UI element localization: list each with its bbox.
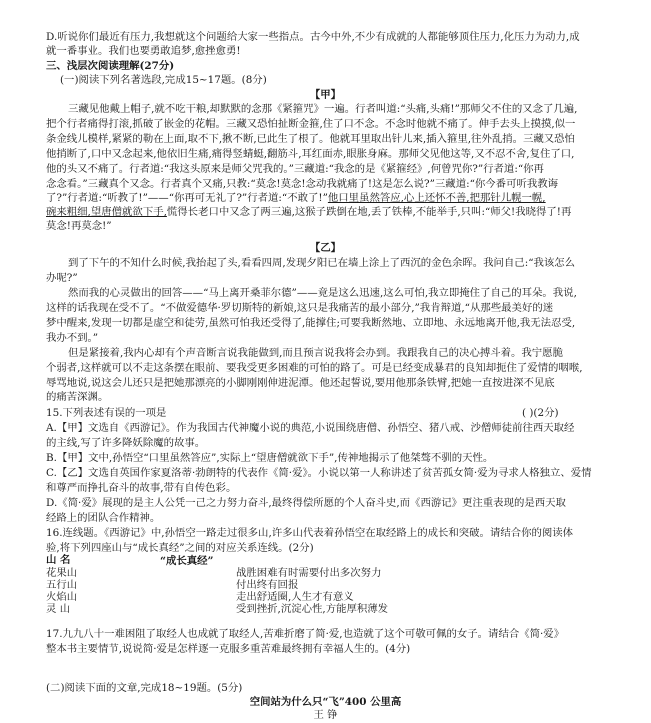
passage-jia-line (46, 205, 571, 219)
question-15-option-b: B.【甲】文中,孙悟空“口里虽然答应”,实际上“望唐僧就欲下手”,传神地揭示了他桀骜不驯的天性。 (46, 452, 494, 464)
passage-jia-line: 三藏见他戴上帽子,就不吃干粮,却默默的念那《紧箍咒》一遍。行者叫道:“头痛,头痛!”那师父不住的又念了几遍, (68, 103, 578, 115)
option-d-line-2: 就一番事业。我们也要勇敢追梦,愈挫愈勇! (46, 45, 241, 57)
growth-item: 战胜困难有时需要付出多次努力 (236, 567, 382, 579)
question-15-option-a: A.【甲】文选自《西游记》。作为我国古代神魔小说的典范,小说围绕唐僧、孙悟空、猪八戒、沙僧师徒前往西天取经 (46, 422, 575, 434)
passage-yi-line: 的痛苦深渊。 (46, 391, 109, 403)
option-d-line-1: D.听说你们最近有压力,我想就这个问题给大家一些指点。古今中外,不少有成就的人都能够顶住压力,化压力为动力,成 (46, 31, 580, 43)
passage-jia-label: 【甲】 (309, 89, 342, 101)
mountain-item: 花果山 (46, 567, 78, 579)
mountain-item: 火焰山 (46, 591, 78, 603)
passage-jia-line: 他捎断了,口中又念起来,他依旧生痛,痛得竖蜻蜓,翻筋斗,耳红面赤,眼胀身麻。那师父见他这等,又不忍不舍,复住了口, (46, 148, 575, 160)
question-15-stem: 15.下列表述有误的一项是 (46, 407, 167, 419)
passage-yi-line: 梦中醒来,发现一切都是虚空和徒劳,虽然可怕我还受得了,能撑住;可要我断然地、立即地、永远地离开他,我无法忍受, (46, 317, 576, 329)
question-15-answer-slot: ( )(2分) (522, 407, 559, 419)
question-15-option-c: 和尊严而挣扎奋斗的故事,带有自传色彩。 (46, 482, 237, 494)
question-17-stem: 17.九九八十一难困阻了取经人也成就了取经人,苦难折磨了简·爱,也造就了这个可敬可佩的女子。请结合《简·爱》 (46, 628, 565, 640)
passage-jia-line: 条金线儿模样,紧紧的勒在上面,取不下,揪不断,已此生了根了。他就耳里取出针儿来,插入箍里,往外乱捎。三藏又恐怕 (46, 133, 575, 145)
question-15-option-d: D.《简·爱》展现的是主人公凭一己之力努力奋斗,最终得偿所愿的个人奋斗史,而《西游记》更注重表现的是西天取 (46, 497, 566, 509)
passage-jia-line: 莫念!再莫念!” (46, 220, 112, 232)
question-17-stem: 整本书主要情节,说说简·爱是怎样逐一克服多重苦难最终拥有幸福人生的。(4分) (46, 643, 411, 655)
passage-yi-line: 到了下午的不知什么时候,我抬起了头,看看四周,发现夕阳已在墙上涂上了西沉的金色余晖。我问自己:“我该怎么 (68, 257, 576, 269)
growth-item: 付出终有回报 (236, 579, 299, 591)
passage-yi-line: 然而我的心灵做出的回答——“马上离开桑菲尔德”——竟是这么迅速,这么可怕,我立即掩住了自己的耳朵。我说, (68, 287, 577, 299)
subsection-heading: (一)阅读下列名著选段,完成15~17题。(8分) (60, 74, 267, 86)
section-heading: 三、浅层次阅读理解(27分) (46, 60, 175, 72)
passage-yi-line: 这样的话我现在受不了。“不做爱德华·罗切斯特的新娘,这只是我痛苦的最小部分,”我肯辩道,“从那些最美好的迷 (46, 302, 554, 314)
question-15-option-c: C.【乙】文选自英国作家夏洛蒂·勃朗特的代表作《简·爱》。小说以第一人称讲述了贫苦孤女简·爱为寻求人格独立、爱情 (46, 467, 592, 479)
passage-jia-text: 慌得长老口中又念了两三遍,这猴子跌倒在地,丢了铁棒,不能举手,只叫:“师父!我晓得了!再 (166, 206, 572, 218)
mountain-item: 五行山 (46, 579, 78, 591)
question-16-stem: 验,将下列四座山与“成长真经”之间的对应关系连线。(2分) (46, 542, 314, 554)
part-two-heading: (二)阅读下面的文章,完成18~19题。(5分) (46, 682, 243, 694)
passage-jia-line: 念念看。”三藏真个又念。行者真个又痛,只教:“莫念!莫念!念动我就痛了!这是怎么说?”三藏道:“你今番可听我教诲 (46, 178, 559, 190)
underlined-text: 碗来粗细,望唐僧就欲下手, (46, 206, 167, 218)
growth-column-header: “成长真经” (160, 555, 214, 567)
question-15-option-d: 经路上的团队合作精神。 (46, 512, 161, 524)
mountain-item: 灵 山 (46, 603, 71, 615)
article-author: 王 铮 (313, 709, 338, 721)
passage-yi-line: 辱骂地说,说这会儿还只是把她那漂亮的小脚刚刚伸进泥潭。他还起誓说,要用他那条铁臂,把她一直按进深不见底 (46, 377, 555, 389)
passage-jia-line: 把个行者痛得打滚,抓破了嵌金的花帽。三藏又恐怕扯断金箍,住了口不念。不念时他就不痛了。伸手去头上摸摸,似一 (46, 118, 576, 130)
passage-yi-line: 我办不到。” (46, 332, 99, 344)
passage-yi-line: 个弱者,这样就可以不走这条摆在眼前、要我受更多困难的可怕的路了。可是已经变成暴君的良知却扼住了爱情的咽喉, (46, 362, 583, 374)
mountain-column-header: 山 名 (46, 554, 71, 566)
question-16-stem: 16.连线题。《西游记》中,孙悟空一路走过很多山,许多山代表着孙悟空在取经路上的成长和突破。请结合你的阅读体 (46, 527, 574, 539)
question-15-option-a: 的主线,写了许多降妖除魔的故事。 (46, 437, 206, 449)
passage-jia-line (46, 191, 546, 205)
article-title: 空间站为什么只“飞”400 公里高 (249, 696, 402, 708)
underlined-text: 他口里虽然答应,心上还怀不善,把那针儿幌一幌, (327, 192, 546, 204)
passage-yi-label: 【乙】 (309, 242, 342, 254)
passage-yi-line: 办呢?” (46, 272, 78, 284)
passage-yi-line: 但是紧接着,我内心却有个声音断言说我能做到,而且预言说我将会办到。我跟我自己的决心搏斗着。我宁愿脆 (68, 347, 563, 359)
passage-jia-line: 他的头又不痛了。行者道:“我这头原来是师父咒我的。”三藏道:“我念的是《紧箍经》,何曾咒你?”行者道:“你再 (46, 163, 544, 175)
growth-item: 受到挫折,沉淀心性,方能厚积薄发 (236, 603, 389, 615)
growth-item: 走出舒适圈,人生才有意义 (236, 591, 354, 603)
passage-jia-text: 了?”行者道:“听教了!”——“你再可无礼了?”行者道:“不敢了!” (46, 192, 328, 204)
